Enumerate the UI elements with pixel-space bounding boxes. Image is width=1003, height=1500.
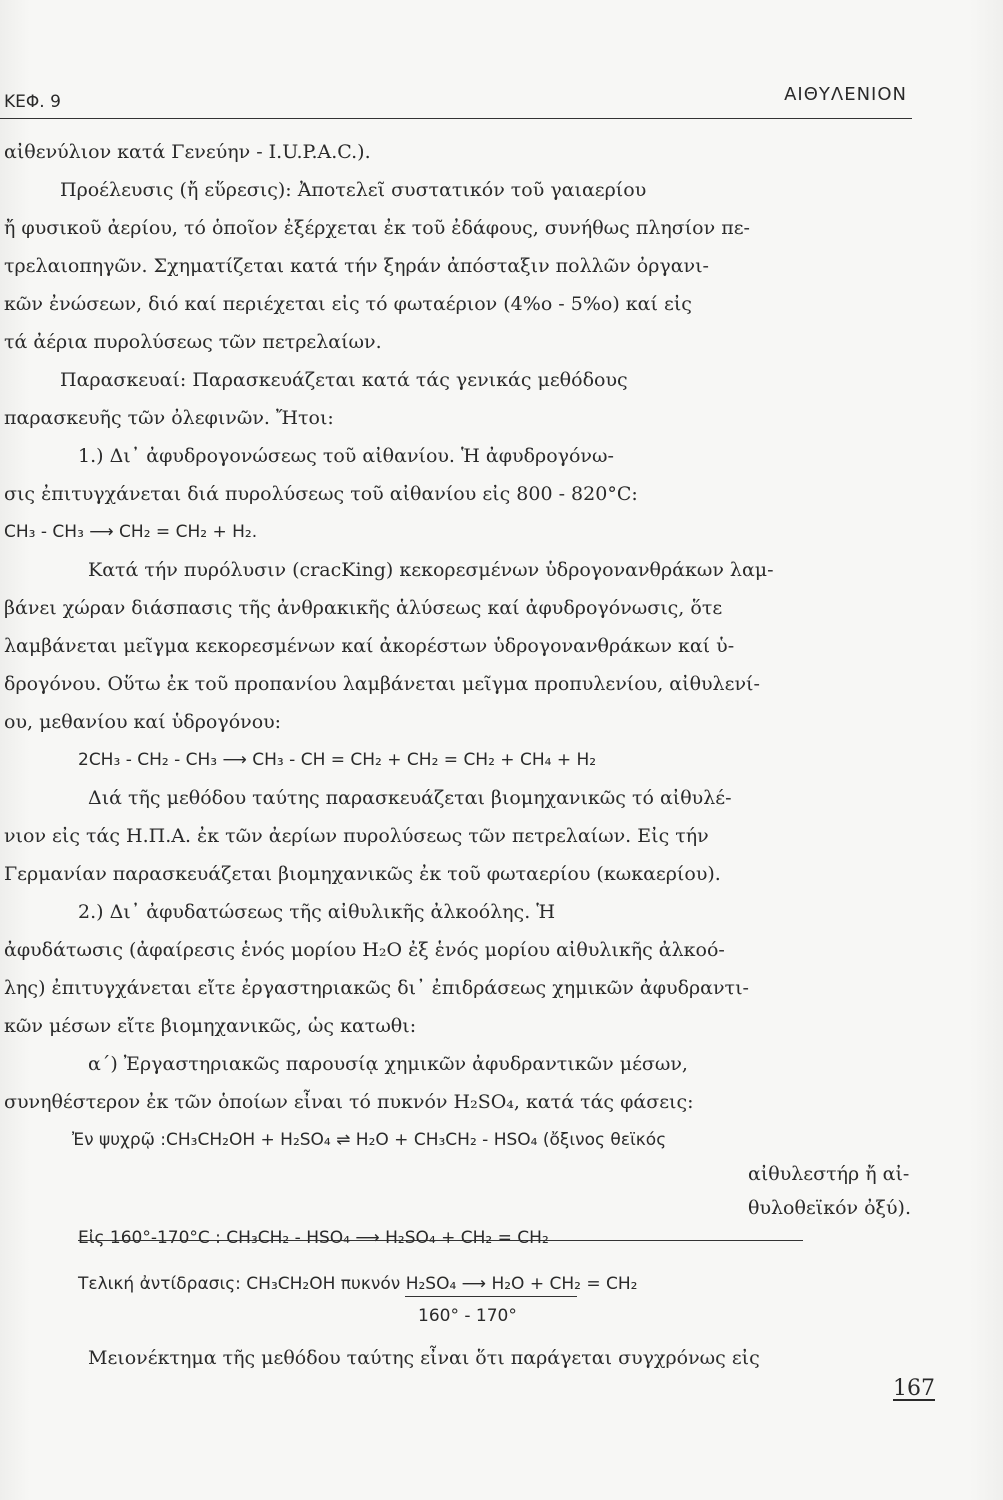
section-heading-preparation: Παρασκευαί: Παρασκευάζεται κατά τάς γενικάς μεθόδους bbox=[60, 369, 628, 391]
separator-rule bbox=[78, 1240, 803, 1241]
text-line: αἰθενύλιον κατά Γενεύην - I.U.P.A.C.). bbox=[4, 141, 371, 163]
text-line: λαμβάνεται μεῖγμα κεκορεσμένων καί ἀκορέστων ὑδρογονανθράκων καί ὑ- bbox=[4, 635, 735, 657]
chemical-equation: 2CH₃ - CH₂ - CH₃ ⟶ CH₃ - CH = CH₂ + CH₂ = CH₂ + CH₄ + H₂ bbox=[78, 750, 597, 770]
text-line: θυλοθεϊκόν ὀξύ). bbox=[748, 1197, 912, 1219]
section-heading-origin: Προέλευσις (ἤ εὕρεσις): Ἀποτελεῖ συστατικόν τοῦ γαιαερίου bbox=[60, 179, 647, 201]
header-rule bbox=[0, 118, 912, 119]
text-line: ου, μεθανίου καί ὑδρογόνου: bbox=[4, 711, 282, 733]
running-title: ΑΙΘΥΛΕΝΙΟΝ bbox=[784, 84, 907, 105]
text-line: νιον εἰς τάς Η.Π.Α. ἐκ τῶν ἀερίων πυρολύσεως τῶν πετρελαίων. Εἰς τήν bbox=[4, 825, 709, 847]
chemical-equation: CH₃ - CH₃ ⟶ CH₂ = CH₂ + H₂. bbox=[4, 522, 258, 542]
text-line: βάνει χώραν διάσπασις τῆς ἀνθρακικῆς ἁλύσεως καί ἀφυδρογόνωσις, ὅτε bbox=[4, 597, 723, 619]
page-number: 167 bbox=[893, 1376, 935, 1401]
text-line: παρασκευῆς τῶν ὀλεφινῶν. Ἤτοι: bbox=[4, 407, 334, 429]
chapter-label: ΚΕΦ. 9 bbox=[4, 92, 61, 112]
text-line: συνηθέστερον ἐκ τῶν ὁποίων εἶναι τό πυκνόν H₂SO₄, κατά τάς φάσεις: bbox=[4, 1091, 694, 1113]
text-line: Μειονέκτημα τῆς μεθόδου ταύτης εἶναι ὅτι παράγεται συγχρόνως εἰς bbox=[88, 1347, 760, 1369]
text-line: αἰθυλεστήρ ἤ αἰ- bbox=[748, 1163, 910, 1185]
text-line: κῶν μέσων εἴτε βιομηχανικῶς, ὡς κατωθι: bbox=[4, 1015, 417, 1037]
text-line: Διά τῆς μεθόδου ταύτης παρασκευάζεται βιομηχανικῶς τό αἰθυλέ- bbox=[88, 787, 732, 809]
text-line: τρελαιοπηγῶν. Σχηματίζεται κατά τήν ξηράν ἀπόσταξιν πολλῶν ὀργανι- bbox=[4, 255, 709, 277]
chemical-equation: Ἐν ψυχρῷ :CH₃CH₂OH + H₂SO₄ ⇌ H₂O + CH₃CH₂ - HSO₄ (ὄξινος θεϊκός bbox=[72, 1130, 667, 1150]
text-line: τά ἀέρια πυρολύσεως τῶν πετρελαίων. bbox=[4, 331, 382, 353]
reaction-condition: 160° - 170° bbox=[418, 1306, 517, 1326]
text-line: ἀφυδάτωσις (ἀφαίρεσις ἑνός μορίου H₂O ἐξ ἑνός μορίου αἰθυλικῆς ἀλκοό- bbox=[4, 939, 725, 961]
reaction-arrow-rule bbox=[405, 1296, 577, 1297]
text-line: λης) ἐπιτυγχάνεται εἴτε ἐργαστηριακῶς δι᾽ ἐπιδράσεως χημικῶν ἀφυδραντι- bbox=[4, 977, 749, 999]
text-line: σις ἐπιτυγχάνεται διά πυρολύσεως τοῦ αἰθανίου εἰς 800 - 820°C: bbox=[4, 483, 638, 505]
text-line: Κατά τήν πυρόλυσιν (cracKing) κεκορεσμένων ὑδρογονανθράκων λαμ- bbox=[88, 559, 774, 581]
text-line: Γερμανίαν παρασκευάζεται βιομηχανικῶς ἐκ τοῦ φωταερίου (κωκαερίου). bbox=[4, 863, 721, 885]
subsection-heading-dehydrogenation: 1.) Δι᾽ ἀφυδρογονώσεως τοῦ αἰθανίου. Ἡ ἀφυδρογόνω- bbox=[78, 445, 614, 467]
subsection-heading-laboratory: α΄) Ἐργαστηριακῶς παρουσίᾳ χημικῶν ἀφυδραντικῶν μέσων, bbox=[88, 1053, 688, 1075]
chemical-equation: Εἰς 160°-170°C : CH₃CH₂ - HSO₄ ⟶ H₂SO₄ + CH₂ = CH₂ bbox=[78, 1228, 549, 1248]
text-line: κῶν ἐνώσεων, διό καί περιέχεται εἰς τό φωταέριον (4%ο - 5%ο) καί εἰς bbox=[4, 293, 692, 315]
text-line: δρογόνου. Οὕτω ἐκ τοῦ προπανίου λαμβάνεται μεῖγμα προπυλενίου, αἰθυλενί- bbox=[4, 673, 760, 695]
subsection-heading-dehydration: 2.) Δι᾽ ἀφυδατώσεως τῆς αἰθυλικῆς ἀλκοόλης. Ἡ bbox=[78, 901, 556, 923]
overall-reaction: Τελική ἀντίδρασις: CH₃CH₂OH πυκνόν H₂SO₄ ⟶ H₂O + CH₂ = CH₂ bbox=[78, 1274, 638, 1294]
text-line: ἤ φυσικοῦ ἀερίου, τό ὁποῖον ἐξέρχεται ἐκ τοῦ ἐδάφους, συνήθως πλησίον πε- bbox=[4, 217, 750, 239]
